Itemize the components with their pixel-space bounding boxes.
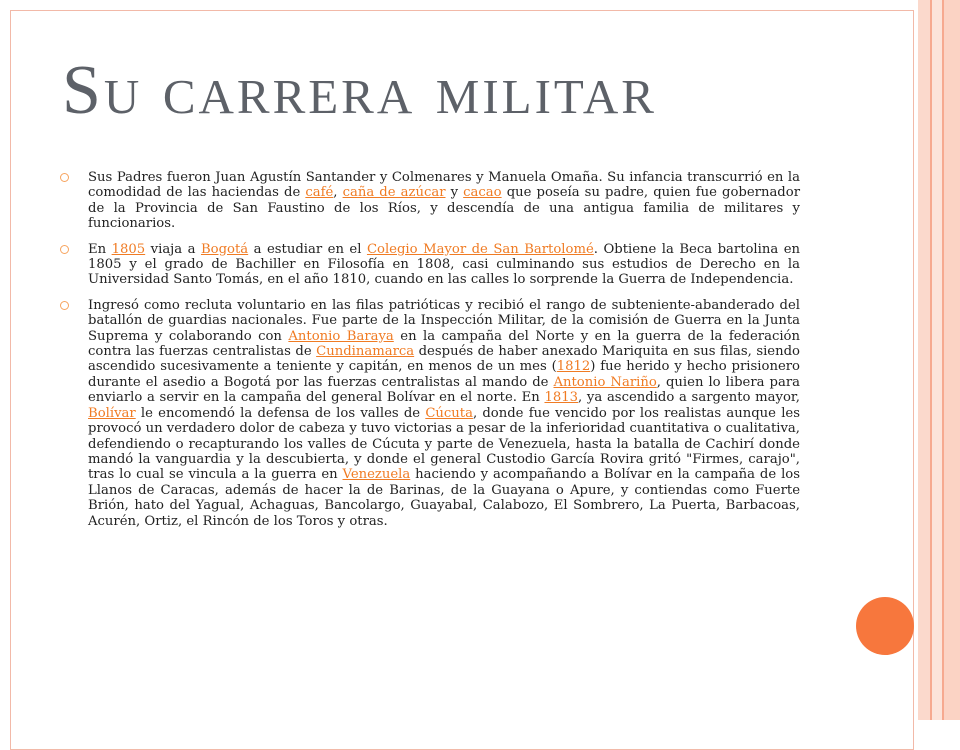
hyperlink[interactable]: Bolívar (88, 405, 136, 421)
bullet-text: haciendo y acompañando a Bolívar en la campaña de los Llanos de Caracas, además de hacer la de Barinas, de la Guayana o Apure, y contiendas como Fuerte Brión, hato del Yagual, Achaguas, Bancolargo, Guayabal, Calabozo, El Sombrero, La Puerta, Barbacoas, Acurén, Ortiz, el Rincón de los Toros y otras. (88, 467, 800, 529)
bullet-text: , donde fue vencido por los realistas aunque les provocó un verdadero dolor de cabeza y tuvo victorias a pesar de la inferioridad cuantitativa o cualitativa, defendiendo o recapturando los valles de Cúcuta y parte de Venezuela, hasta la batalla de Cachirí donde mandó la vanguardia y la descubierta, y donde el general Custodio García Rovira gritó "Firmes, carajo", tras lo cual se vincula a la guerra en (88, 405, 800, 483)
orange-circle-decoration (856, 597, 914, 655)
hyperlink[interactable]: café (305, 185, 334, 201)
hyperlink[interactable]: Cundinamarca (316, 344, 415, 360)
decorative-stripe (918, 0, 930, 720)
bullet-text: En (88, 241, 112, 257)
hyperlink[interactable]: 1805 (111, 241, 146, 257)
bullet-circle-icon (60, 245, 69, 254)
bullet-text: . Obtiene la Beca bartolina en 1805 y el grado de Bachiller en Filosofía en 1808, casi culminando sus estudios de Derecho en la Universidad Santo Tomás, en el año 1810, cuando en las calles lo sorprende la Guerra de Independencia. (88, 241, 801, 288)
bullet-item (60, 170, 800, 232)
bullet-text: y (445, 185, 464, 201)
hyperlink[interactable]: caña de azúcar (342, 185, 446, 201)
bullet-item (60, 298, 800, 529)
decorative-stripe (944, 0, 960, 720)
bullet-text: a estudiar en el (248, 241, 367, 257)
bullet-text: ) fue herido y hecho prisionero durante el asedio a Bogotá por las fuerzas centralistas al mando de (88, 359, 800, 390)
bullet-circle-icon (60, 173, 69, 182)
bullet-text: Ingresó como recluta voluntario en las filas patrióticas y recibió el rango de subteniente-abanderado del batallón de guardias nacionales. Fue parte de la Inspección Militar, de la comisión de Guerra en la Junta Suprema y colaborando con (88, 297, 800, 344)
bullet-item (60, 242, 800, 288)
bullet-text: , (333, 185, 343, 201)
hyperlink[interactable]: Antonio Nariño (553, 374, 657, 390)
hyperlink[interactable]: Antonio Baraya (288, 328, 394, 344)
hyperlink[interactable]: 1813 (544, 390, 579, 406)
bullet-circle-icon (60, 301, 69, 310)
hyperlink[interactable]: cacao (463, 185, 502, 201)
bullet-text: le encomendó la defensa de los valles de (135, 405, 426, 421)
bullet-text: , quien lo libera para enviarlo a servir en la campaña del general Bolívar en el norte. En (88, 374, 800, 406)
hyperlink[interactable]: Bogotá (200, 241, 249, 257)
bullet-text: después de haber anexado Mariquita en sus filas, siendo ascendido sucesivamente a teniente y capitán, en menos de un mes ( (88, 344, 800, 375)
hyperlink[interactable]: Cúcuta (425, 405, 473, 421)
slide-title: Su carrera militar (62, 52, 657, 129)
decorative-stripe (932, 0, 942, 720)
hyperlink[interactable]: Colegio Mayor de San Bartolomé (366, 241, 594, 257)
hyperlink[interactable]: 1812 (556, 359, 591, 375)
bullet-text: Sus Padres fueron Juan Agustín Santander y Colmenares y Manuela Omaña. Su infancia transcurrió en la comodidad de las haciendas de (88, 170, 800, 201)
hyperlink[interactable]: Venezuela (342, 467, 411, 483)
bullet-text: en la campaña del Norte y en la guerra de la federación contra las fuerzas centralistas de (88, 328, 800, 360)
bullet-list (60, 170, 800, 539)
bullet-text: viaja a (145, 241, 201, 257)
bullet-text: que poseía su padre, quien fue gobernador de la Provincia de San Faustino de los Ríos, y descendía de una antigua familia de militares y funcionarios. (88, 185, 800, 232)
bullet-text: , ya ascendido a sargento mayor, (578, 390, 800, 406)
